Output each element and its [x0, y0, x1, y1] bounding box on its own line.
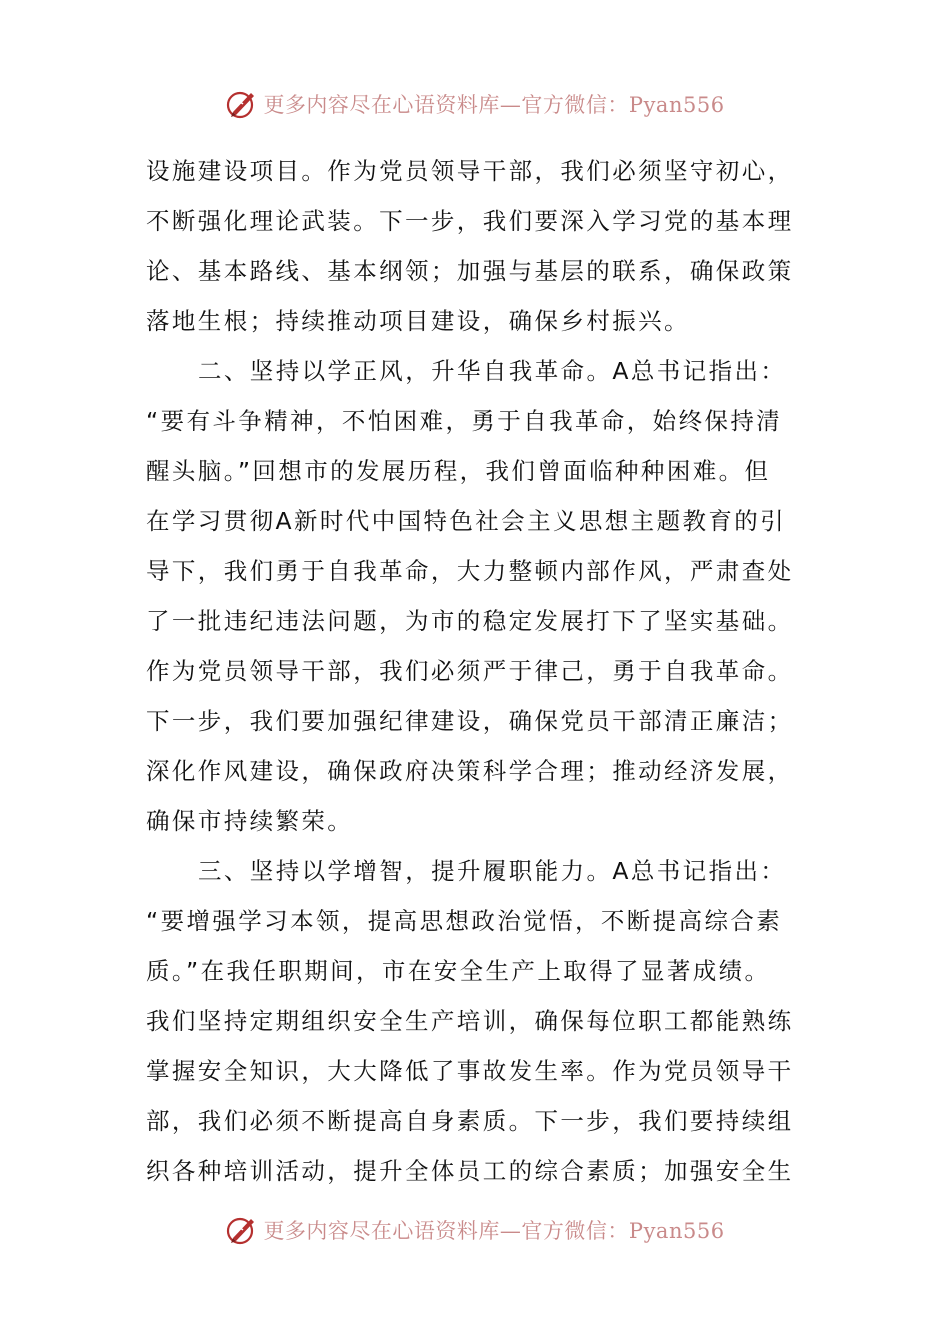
body-line: 部，我们必须不断提高自身素质。下一步，我们要持续组 — [146, 1107, 794, 1135]
body-line: “要增强学习本领，提高思想政治觉悟，不断提高综合素 — [146, 907, 783, 935]
pen-logo-icon — [225, 1213, 259, 1247]
body-line: 质。”在我任职期间，市在安全生产上取得了显著成绩。 — [146, 957, 771, 985]
body-line: 掌握安全知识，大大降低了事故发生率。作为党员领导干 — [146, 1057, 794, 1085]
body-line: 不断强化理论武装。下一步，我们要深入学习党的基本理 — [146, 207, 794, 235]
body-line: 醒头脑。”回想市的发展历程，我们曾面临种种困难。但 — [146, 457, 771, 485]
body-line: 导下，我们勇于自我革命，大力整顿内部作风，严肃查处 — [146, 557, 794, 585]
footer-banner-text: 更多内容尽在心语资料库—官方微信：Pyan556 — [263, 1219, 725, 1243]
body-line: 落地生根；持续推动项目建设，确保乡村振兴。 — [146, 307, 690, 335]
body-line: 织各种培训活动，提升全体员工的综合素质；加强安全生 — [146, 1157, 794, 1185]
body-line: 设施建设项目。作为党员领导干部，我们必须坚守初心， — [146, 157, 794, 185]
body-line: 下一步，我们要加强纪律建设，确保党员干部清正廉洁； — [146, 707, 794, 735]
body-line: 我们坚持定期组织安全生产培训，确保每位职工都能熟练 — [146, 1007, 794, 1035]
section-heading-line: 二、坚持以学正风，升华自我革命。A总书记指出： — [198, 357, 787, 385]
body-line: “要有斗争精神，不怕困难，勇于自我革命，始终保持清 — [146, 407, 783, 435]
body-line: 深化作风建设，确保政府决策科学合理；推动经济发展， — [146, 757, 794, 785]
pen-logo-icon — [225, 87, 259, 121]
document-body — [146, 146, 806, 1196]
footer-banner — [0, 1210, 950, 1250]
body-line: 论、基本路线、基本纲领；加强与基层的联系，确保政策 — [146, 257, 794, 285]
body-line: 作为党员领导干部，我们必须严于律己，勇于自我革命。 — [146, 657, 794, 685]
body-line: 了一批违纪违法问题，为市的稳定发展打下了坚实基础。 — [146, 607, 794, 635]
body-line: 在学习贯彻A新时代中国特色社会主义思想主题教育的引 — [146, 507, 787, 535]
header-banner-text: 更多内容尽在心语资料库—官方微信：Pyan556 — [263, 93, 725, 117]
section-heading-line: 三、坚持以学增智，提升履职能力。A总书记指出： — [198, 857, 787, 885]
body-line: 确保市持续繁荣。 — [146, 807, 354, 835]
header-banner — [0, 84, 950, 124]
